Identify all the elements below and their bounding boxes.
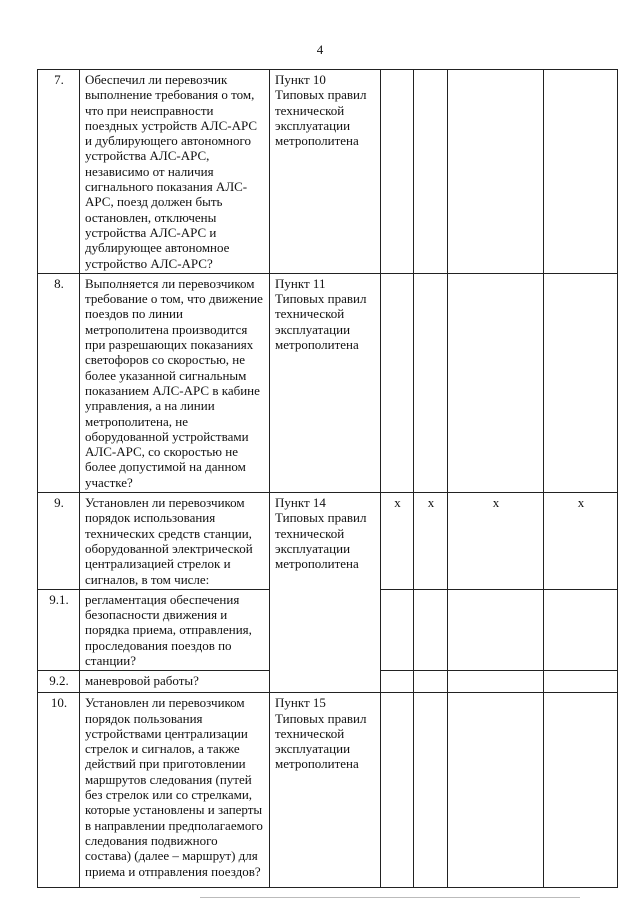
row-number: 9.1. [38, 589, 80, 670]
checklist-table [37, 69, 618, 888]
table-row [38, 493, 618, 590]
answer-cell-yes[interactable] [381, 273, 414, 492]
table-row [38, 273, 618, 492]
answer-cell-no[interactable] [414, 693, 448, 888]
answer-cell-yes[interactable] [381, 70, 414, 274]
legal-reference: Пункт 14 Типовых правил технической эксплуатации метрополитена [270, 493, 381, 693]
answer-cell-notes[interactable] [544, 693, 618, 888]
legal-reference: Пункт 15 Типовых правил технической эксплуатации метрополитена [270, 693, 381, 888]
page-edge-rule [200, 897, 580, 898]
requirement-question: Установлен ли перевозчиком порядок пользования устройствами централизации стрелок и сигналов, а также действий при приготовлении маршрутов следования (путей без стрелок или со стрелками, которые установлены и заперты в направлении предполагаемого следования подвижного состава) (далее – маршрут) для приема и отправления поездов? [80, 693, 270, 888]
answer-cell-no[interactable]: x [414, 493, 448, 590]
row-number: 10. [38, 693, 80, 888]
answer-cell-yes[interactable] [381, 671, 414, 693]
answer-cell-notes[interactable] [544, 589, 618, 670]
row-number: 9. [38, 493, 80, 590]
row-number: 7. [38, 70, 80, 274]
answer-cell-not-applicable[interactable] [448, 589, 544, 670]
answer-cell-no[interactable] [414, 70, 448, 274]
row-number: 8. [38, 273, 80, 492]
answer-cell-no[interactable] [414, 589, 448, 670]
legal-reference: Пункт 11 Типовых правил технической эксплуатации метрополитена [270, 273, 381, 492]
answer-cell-not-applicable[interactable] [448, 693, 544, 888]
answer-cell-not-applicable[interactable] [448, 273, 544, 492]
answer-cell-notes[interactable]: x [544, 493, 618, 590]
answer-cell-not-applicable[interactable]: x [448, 493, 544, 590]
answer-cell-yes[interactable] [381, 589, 414, 670]
answer-cell-notes[interactable] [544, 671, 618, 693]
row-number: 9.2. [38, 671, 80, 693]
answer-cell-not-applicable[interactable] [448, 671, 544, 693]
answer-cell-not-applicable[interactable] [448, 70, 544, 274]
table-row [38, 70, 618, 274]
answer-cell-no[interactable] [414, 671, 448, 693]
legal-reference: Пункт 10 Типовых правил технической эксплуатации метрополитена [270, 70, 381, 274]
answer-cell-no[interactable] [414, 273, 448, 492]
requirement-question: регламентация обеспечения безопасности движения и порядка приема, отправления, проследования поездов по станции? [80, 589, 270, 670]
answer-cell-notes[interactable] [544, 70, 618, 274]
page-number: 4 [316, 42, 324, 57]
requirement-question: Обеспечил ли перевозчик выполнение требования о том, что при неисправности поездных устройств АЛС-АРС и дублирующего автономного устройства АЛС-АРС, независимо от наличия сигнального показания АЛС-АРС, поезд должен быть остановлен, отключены устройства АЛС-АРС и дублирующее автономное устройство АЛС-АРС? [80, 70, 270, 274]
answer-cell-yes[interactable] [381, 693, 414, 888]
answer-cell-yes[interactable]: x [381, 493, 414, 590]
table-row [38, 693, 618, 888]
answer-cell-notes[interactable] [544, 273, 618, 492]
requirement-question: маневровой работы? [80, 671, 270, 693]
requirement-question: Выполняется ли перевозчиком требование о том, что движение поездов по линии метрополитена производится при разрешающих показаниях светофоров со скоростью, не более указанной сигнальным показанием АЛС-АРС в кабине управления, а на линии метрополитена, не оборудованной устройствами АЛС-АРС, со скоростью не более допустимой на данном участке? [80, 273, 270, 492]
requirement-question: Установлен ли перевозчиком порядок использования технических средств станции, оборудованной электрической централизацией стрелок и сигналов, в том числе: [80, 493, 270, 590]
